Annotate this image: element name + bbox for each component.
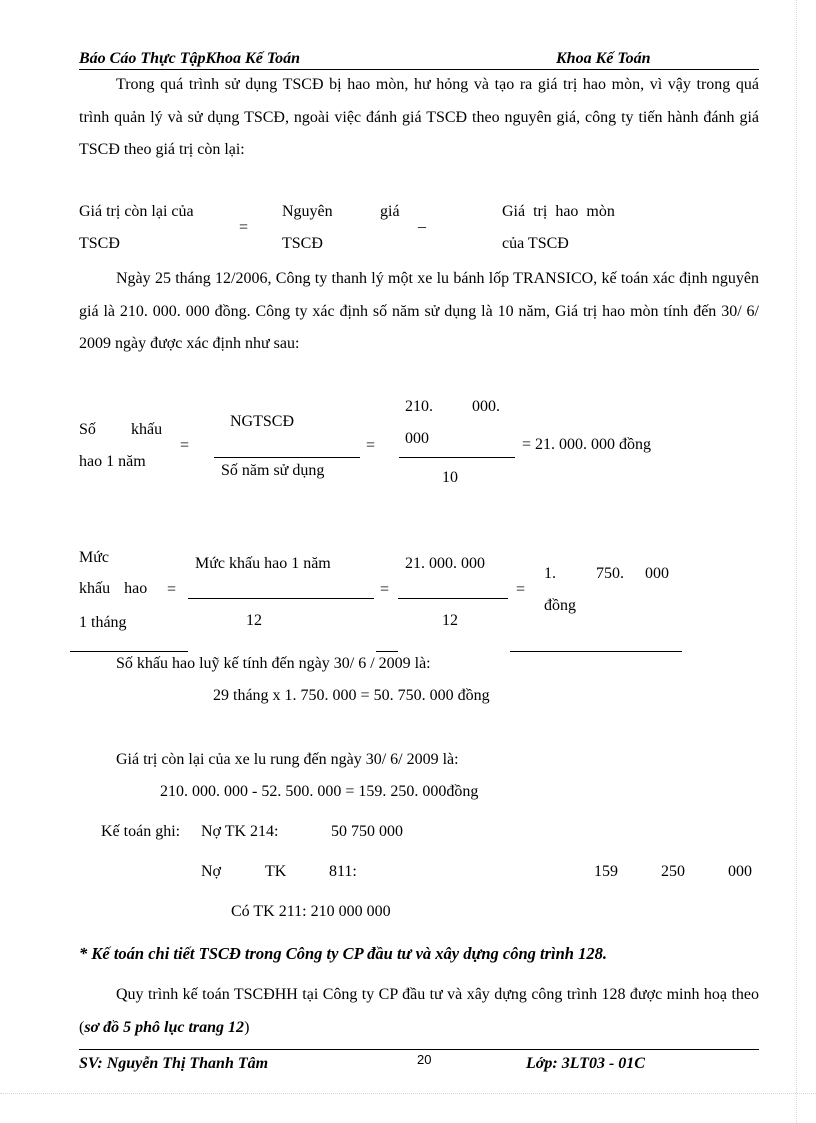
formula3-result-line2: đồng — [544, 597, 576, 614]
formula2-equals-2: = — [366, 437, 376, 454]
formula3-fraction-bar-1 — [188, 598, 374, 599]
formula2-label-word1: Số — [79, 421, 96, 438]
formula2-fraction-bar-1 — [214, 457, 360, 458]
formula2-numerator: NGTSCĐ — [230, 413, 295, 430]
formula3-short-rule — [376, 651, 398, 652]
formula1-right-line2: của TSCĐ — [502, 235, 569, 252]
example-paragraph: Ngày 25 tháng 12/2006, Công ty thanh lý một xe lu bánh lốp TRANSICO, kế toán xác định nguyên giá là 210. 000. 000 đồng. Công ty xác định số năm sử dụng là 10 năm, Giá trị hao mòn tính đến 30/ 6/ 2009 ngày được xác định như sau: — [79, 270, 759, 352]
footer-page-number: 20 — [417, 1052, 432, 1067]
journal-line2-word3: 811: — [329, 863, 357, 880]
formula3-label-underline — [70, 651, 188, 652]
header-right: Khoa Kế Toán — [556, 50, 651, 67]
intro-paragraph: Trong quá trình sử dụng TSCĐ bị hao mòn, hư hỏng và tạo ra giá trị hao mòn, vì vậy trong quá trình quản lý và sử dụng TSCĐ, ngoài việc đánh giá TSCĐ theo nguyên giá, công ty tiến hành đánh giá TSCĐ theo giá trị còn lại: — [79, 76, 759, 158]
journal-line2-amount-3: 000 — [728, 863, 752, 880]
formula2-num2-line2: 000 — [405, 430, 429, 447]
formula3-equals-1: = — [167, 581, 177, 598]
formula1-right-line1: Giá trị hao mòn — [502, 203, 615, 220]
accumulated-label: Số khấu hao luỹ kế tính đến ngày 30/ 6 / 2009 là: — [116, 655, 431, 672]
formula1-mid-word1: Nguyên — [282, 203, 333, 220]
formula3-numerator: Mức khấu hao 1 năm — [195, 555, 331, 572]
closing-paragraph-text: Quy trình kế toán TSCĐHH tại Công ty CP đầu tư và xây dựng công trình 128 được minh hoạ theo ( — [79, 986, 759, 1036]
footer-left: SV: Nguyễn Thị Thanh Tâm — [79, 1055, 269, 1072]
formula3-result-part2: 750. — [596, 565, 624, 582]
formula1-equals: = — [239, 219, 249, 236]
journal-line3: Có TK 211: 210 000 000 — [231, 903, 391, 920]
accumulated-calc: 29 tháng x 1. 750. 000 = 50. 750. 000 đồng — [213, 687, 490, 704]
footer-rule — [79, 1049, 759, 1050]
closing-paragraph-emphasis: sơ đồ 5 phô lục trang 12 — [84, 1018, 245, 1036]
journal-line1-amount: 50 750 000 — [331, 823, 403, 840]
formula3-label-line2: khấu hao — [79, 580, 148, 597]
formula1-minus: _ — [418, 213, 426, 230]
formula2-result: = 21. 000. 000 đồng — [522, 436, 652, 453]
formula2-num2-part1: 210. — [405, 398, 433, 415]
formula3-equals-3: = — [516, 581, 526, 598]
page-edge-right — [796, 0, 797, 1123]
formula2-label-line2: hao 1 năm — [79, 453, 146, 470]
formula2-num2-part2: 000. — [472, 398, 500, 415]
formula2-label-word2: khấu — [131, 421, 163, 438]
journal-prefix: Kế toán ghi: — [101, 823, 181, 840]
page-edge-bottom — [0, 1093, 816, 1094]
journal-line2-amount-2: 250 — [661, 863, 685, 880]
journal-line2-word1: Nợ — [201, 863, 222, 880]
formula3-result-part3: 000 — [645, 565, 669, 582]
formula3-result-part1: 1. — [544, 565, 556, 582]
closing-paragraph-end: ) — [244, 1018, 250, 1036]
remaining-calc: 210. 000. 000 - 52. 500. 000 = 159. 250. 000đồng — [160, 783, 479, 800]
formula1-left-line2: TSCĐ — [79, 235, 120, 252]
journal-line2-amount-1: 159 — [594, 863, 618, 880]
remaining-label: Giá trị còn lại của xe lu rung đến ngày 30/ 6/ 2009 là: — [116, 751, 459, 768]
formula1-left-line1: Giá trị còn lại của — [79, 203, 194, 220]
journal-line2-word2: TK — [265, 863, 287, 880]
formula2-fraction-bar-2 — [399, 457, 515, 458]
formula3-label-line1: Mức — [79, 549, 109, 566]
formula3-num2: 21. 000. 000 — [405, 555, 485, 572]
formula3-equals-2: = — [380, 581, 390, 598]
section-heading: * Kế toán chi tiết TSCĐ trong Công ty CP đầu tư và xây dựng công trình 128. — [79, 944, 607, 963]
journal-line1: Nợ TK 214: — [201, 823, 279, 840]
footer-right: Lớp: 3LT03 - 01C — [526, 1055, 645, 1072]
formula3-denominator: 12 — [246, 612, 262, 629]
formula3-fraction-bar-2 — [398, 598, 508, 599]
formula3-denominator-2: 12 — [442, 612, 458, 629]
formula3-result-underline — [510, 651, 682, 652]
header-left: Báo Cáo Thực TậpKhoa Kế Toán — [79, 50, 301, 67]
formula2-equals-1: = — [180, 437, 190, 454]
formula2-denominator-2: 10 — [442, 469, 458, 486]
formula1-mid-word2: giá — [380, 203, 400, 220]
formula3-label-line3: 1 tháng — [79, 614, 127, 631]
formula1-mid-line2: TSCĐ — [282, 235, 323, 252]
closing-paragraph — [79, 979, 759, 1044]
formula2-denominator: Số năm sử dụng — [221, 462, 325, 479]
